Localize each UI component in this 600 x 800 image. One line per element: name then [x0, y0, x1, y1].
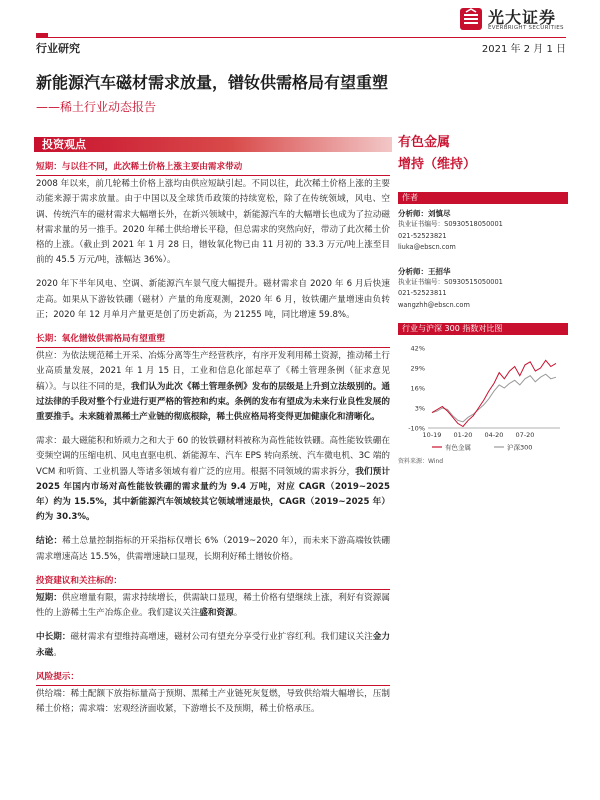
- legend-label: 沪深300: [507, 443, 533, 452]
- analyst-1: 分析师：刘慎尽 执业证书编号：S0930518050001 021-52523821 liuka@ebscn.com: [398, 208, 568, 254]
- header-rule: [36, 37, 566, 38]
- legend-label: 有色金属: [445, 443, 471, 452]
- everbright-logo-icon: [458, 6, 484, 32]
- analyst-email[interactable]: liuka@ebscn.com: [398, 243, 456, 251]
- x-tick-label: 04-20: [484, 431, 504, 439]
- x-tick-label: 01-20: [453, 431, 473, 439]
- report-date: 2021 年 2 月 1 日: [481, 44, 566, 55]
- brand-name-en: EVERBRIGHT SECURITIES: [488, 25, 564, 31]
- sidebar: [398, 132, 568, 335]
- series-line: [432, 360, 556, 426]
- investment-heading: 投资建议和关注标的：: [36, 574, 390, 590]
- short-term-heading: 短期：与以往不同，此次稀土价格上涨主要由需求带动: [36, 160, 390, 176]
- chart-box: 行业与沪深 300 指数对比图: [398, 323, 568, 335]
- analyst-email[interactable]: wangzhh@ebscn.com: [398, 300, 470, 309]
- y-tick-label: 42%: [410, 344, 425, 353]
- paragraph-price-driver: 2008 年以来，前几轮稀土价格上涨均由供应短缺引起。不同以往，此次稀土价格上涨的主要动能来源于需求放量。由于中国以及全球货币政策的持续宽松，除了在传统领域，风电、空调、传统汽车的磁材需求大幅增长外，在新兴领域中，新能源汽车的大幅增长也成为了拉动磁材需求量的另一推手。2020 年稀土供给增长平稳，但总需求的突然向好，带动了此次稀土价格的上涨。（截止到 2021 年 1 月 28 日，镨钕氧化物已由 11 月初的 33.3 万元/吨上涨至目前的 45.5 万元/吨，涨幅达 36%）。: [36, 179, 390, 266]
- y-tick-label: 29%: [410, 364, 425, 373]
- paragraph-demand-rise: 2020 年下半年风电、空调、新能源汽车景气度大幅提升。磁材需求自 2020 年 6 月后快速走高。如果从下游钕铁硼（磁材）产量的角度观测，2020 年 6 月，钕铁硼产量增速由负转正；2020 年 12 月单月产量更是创了历史新高，为 21255 吨，同比增速 59.8%。: [36, 279, 390, 320]
- industry-name: 有色金属: [398, 135, 451, 150]
- report-subtitle: ——稀土行业动态报告: [36, 100, 157, 114]
- y-tick-label: 16%: [410, 384, 425, 393]
- chart-svg: [398, 340, 568, 452]
- y-tick-label: -10%: [408, 424, 425, 433]
- paragraph-conclusion: 结论：稀土总量控制指标的开采指标仅增长 6%（2019~2020 年），而未来下游高端钕铁硼需求增速高达 15.5%，供需增速缺口显现，长期利好稀土镨钕价格。: [36, 536, 390, 562]
- report-title: 新能源汽车磁材需求放量，镨钕供需格局有望重塑: [36, 73, 389, 92]
- analyst-2: 分析师：王招华 执业证书编号：S0930515050001 021-52523811 wangzhh@ebscn.com: [398, 266, 568, 312]
- paragraph-short-term-pick: 短期：供应增量有限，需求持续增长，供需缺口显现，稀土价格有望继续上涨，利好有资源属性的上游稀土生产冶炼企业。我们建议关注盛和资源。: [36, 593, 390, 619]
- author-box: 作者: [398, 192, 568, 204]
- y-tick-label: 3%: [414, 404, 425, 413]
- main-content: [36, 160, 390, 721]
- risk-heading: 风险提示：: [36, 670, 390, 686]
- x-tick-label: 07-20: [515, 431, 535, 439]
- paragraph-long-term-pick: 中长期：磁材需求有望维持高增速，磁材公司有望充分享受行业扩容红利。我们建议关注金力永磁。: [36, 632, 390, 658]
- rating: 增持（维持）: [398, 157, 477, 172]
- paragraph-risk: 供给端：稀土配额下放指标量高于预期、黑稀土产业链死灰复燃，导致供给端大幅增长，压制稀土价格；需求端：宏观经济面收紧，下游增长不及预期，稀土价格承压。: [36, 689, 390, 715]
- x-tick-label: 10-19: [422, 431, 442, 439]
- report-category: 行业研究: [36, 42, 80, 55]
- chart-source: 资料来源：Wind: [398, 458, 444, 465]
- paragraph-supply: 供应：为依法规范稀土开采、冶炼分离等生产经营秩序，有序开发利用稀土资源，推动稀土行业高质量发展，2021 年 1 月 15 日，工业和信息化部起草了《稀土管理条例（征求意见稿）》。与以往不同的是，我们认为此次《稀土管理条例》发布的层级是上升到立法级别的。通过法律的手段对整个行业进行更严格的管控和约束。条例的发布有望成为未来行业良性发展的重要推手。未来随着黑稀土产业链的彻底根除，稀土供应格局将变得更加健康化和清晰化。: [36, 351, 390, 423]
- section-header: [34, 137, 392, 152]
- long-term-heading: 长期：氧化镨钕供需格局有望重塑: [36, 332, 390, 348]
- index-comparison-chart: [398, 340, 568, 464]
- section-title: 投资观点: [42, 138, 86, 151]
- paragraph-demand: 需求：最大磁能积和矫顽力之和大于 60 的钕铁硼材料被称为高性能钕铁硼。高性能钕铁硼在变频空调的压缩电机、风电直驱电机、新能源车、汽车 EPS 转向系统、汽车微电机、3C 端的 VCM 和听筒、工业机器人等诸多领域有着广泛的应用。根据不同领域的需求拆分，我们预计 2025 年国内市场对高性能钕铁硼的需求量约为 9.4 万吨，对应 CAGR（2019~2025 年）约为 15.5%，其中新能源汽车领域较其它领域增速最快，CAGR（2019~2025 年）约为 30.3%。: [36, 436, 390, 523]
- brand-name: 光大证券: [488, 8, 557, 27]
